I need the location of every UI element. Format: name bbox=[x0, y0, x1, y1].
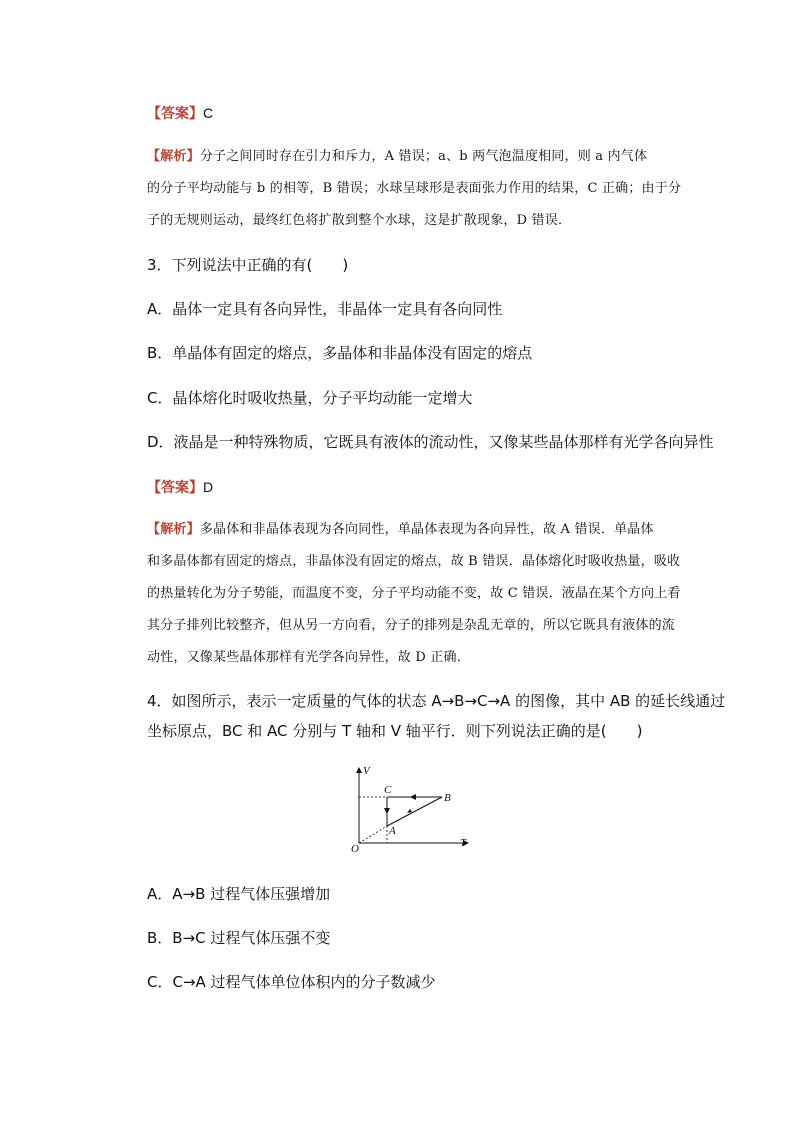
answer-tag: 【答案】 bbox=[147, 106, 203, 122]
arrow-bc-icon bbox=[410, 794, 416, 800]
explanation-2-line-3: 的热量转化为分子势能，而温度不变，分子平均动能不变，故 C 错误．液晶在某个方向上看 bbox=[147, 586, 681, 601]
answer-tag: 【答案】 bbox=[147, 480, 203, 496]
explanation-text: 分子之间同时存在引力和斥力，A 错误；a、b 两气泡温度相同，则 a 内气体 bbox=[199, 149, 648, 164]
arrow-ca-icon bbox=[384, 808, 390, 814]
question-4-option-c: C．C→A 过程气体单位体积内的分子数减少 bbox=[147, 973, 436, 991]
point-b-label: B bbox=[444, 792, 451, 804]
explanation-2-line-4: 其分子排列比较整齐，但从另一方向看，分子的排列是杂乱无章的，所以它既具有液体的流 bbox=[147, 618, 676, 633]
line-ab bbox=[387, 797, 442, 826]
answer-value: D bbox=[203, 479, 214, 495]
question-4-stem-line-2: 坐标原点，BC 和 AC 分别与 T 轴和 V 轴平行．则下列说法正确的是( ) bbox=[147, 722, 643, 740]
question-4-option-a: A．A→B 过程气体压强增加 bbox=[147, 885, 331, 903]
question-4-stem-line-1: 4．如图所示，表示一定质量的气体的状态 A→B→C→A 的图像，其中 AB 的延长线通过 bbox=[147, 692, 726, 710]
explanation-2-line-1 bbox=[147, 521, 654, 539]
explanation-tag: 【解析】 bbox=[147, 522, 200, 537]
question-3-option-b: B．单晶体有固定的熔点，多晶体和非晶体没有固定的熔点 bbox=[147, 344, 533, 362]
question-3-option-a: A．晶体一定具有各向异性，非晶体一定具有各向同性 bbox=[147, 300, 503, 318]
explanation-2-line-2: 和多晶体都有固定的熔点，非晶体没有固定的熔点，故 B 错误．晶体熔化时吸收热量，吸收 bbox=[147, 554, 681, 569]
vt-diagram bbox=[350, 762, 480, 854]
explanation-tag: 【解析】 bbox=[147, 149, 200, 164]
origin-label: O bbox=[351, 843, 359, 854]
t-axis-label: T bbox=[460, 837, 467, 849]
v-axis-label: V bbox=[363, 765, 370, 777]
answer-line-1 bbox=[147, 104, 213, 123]
point-c-label: C bbox=[384, 784, 392, 796]
explanation-text: 多晶体和非晶体表现为各向同性，单晶体表现为各向异性，故 A 错误．单晶体 bbox=[199, 522, 654, 537]
answer-value: C bbox=[203, 105, 214, 121]
explanation-1-line-1 bbox=[147, 148, 647, 166]
explanation-1-line-3: 子的无规则运动，最终红色将扩散到整个水球，这是扩散现象，D 错误． bbox=[147, 213, 572, 228]
question-3-option-c: C．晶体熔化时吸收热量，分子平均动能一定增大 bbox=[147, 389, 473, 407]
answer-line-2 bbox=[147, 478, 213, 497]
arrow-ab-icon bbox=[407, 809, 412, 813]
explanation-1-line-2: 的分子平均动能与 b 的相等，B 错误；水球呈球形是表面张力作用的结果，C 正确；由于分 bbox=[147, 181, 682, 196]
question-3-option-d: D．液晶是一种特殊物质，它既具有液体的流动性，又像某些晶体那样有光学各向异性 bbox=[147, 433, 714, 451]
question-4-option-b: B．B→C 过程气体压强不变 bbox=[147, 929, 331, 947]
point-a-label: A bbox=[389, 825, 396, 837]
explanation-2-line-5: 动性，又像某些晶体那样有光学各向异性，故 D 正确． bbox=[147, 650, 470, 665]
question-3-stem: 3．下列说法中正确的有( ) bbox=[147, 256, 349, 274]
dashed-extension-ab bbox=[359, 826, 387, 843]
